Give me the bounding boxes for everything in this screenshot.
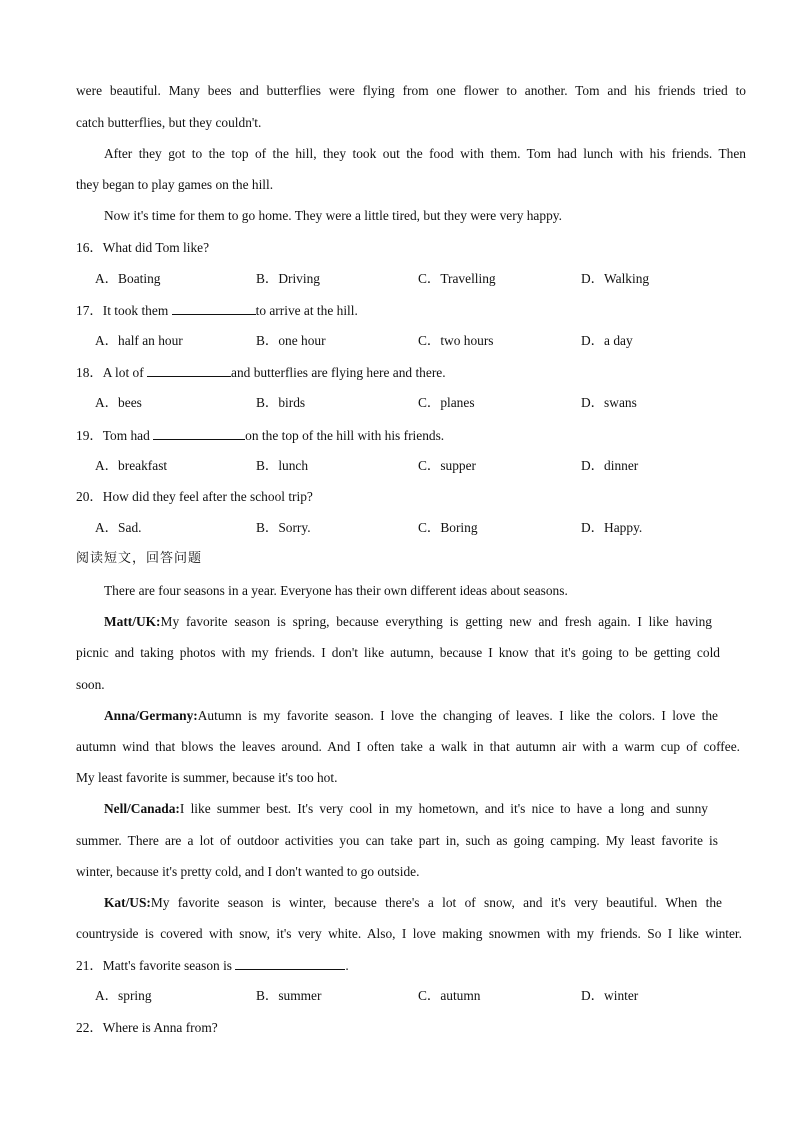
question-number: 21． <box>76 958 103 973</box>
option-b[interactable]: B．birds <box>256 395 306 410</box>
speaker-label: Kat/US: <box>104 895 151 910</box>
option-a[interactable]: A．bees <box>95 395 142 410</box>
passage-text: I like summer best. It's very cool in my hometown, and it's nice to have a long and sunny <box>179 801 708 816</box>
question-number: 17． <box>76 303 103 318</box>
options-16 <box>0 271 794 287</box>
answer-blank[interactable] <box>153 427 245 440</box>
option-a[interactable]: A．Sad. <box>95 520 142 535</box>
question-text: Matt's favorite season is <box>102 958 236 973</box>
question-19 <box>76 427 746 444</box>
option-c[interactable]: C．two hours <box>418 333 494 348</box>
option-c[interactable]: C．Travelling <box>418 271 496 286</box>
anna-line-1 <box>104 708 718 724</box>
nell-line-2: summer. There are a lot of outdoor activities you can take part in, such as going camping. My least favorite is <box>76 833 718 848</box>
answer-blank[interactable] <box>235 957 345 970</box>
option-d[interactable]: D．winter <box>581 988 639 1003</box>
option-d[interactable]: D．swans <box>581 395 637 410</box>
option-b[interactable]: B．Driving <box>256 271 320 286</box>
option-b[interactable]: B．Sorry. <box>256 520 311 535</box>
speaker-label: Matt/UK: <box>104 614 161 629</box>
question-text-after: and butterflies are flying here and there. <box>231 365 446 380</box>
question-text-after: . <box>345 958 349 973</box>
question-number: 18． <box>76 365 103 380</box>
question-text-after: to arrive at the hill. <box>255 303 358 318</box>
kat-line-2: countryside is covered with snow, it's very white. Also, I love making snowmen with my friends. So I like winter. <box>76 926 742 941</box>
matt-line-3: soon. <box>76 677 105 692</box>
question-18 <box>76 364 746 381</box>
matt-line-2: picnic and taking photos with my friends. I don't like autumn, because I know that it's going to be getting cold <box>76 645 720 660</box>
story-line: After they got to the top of the hill, they took out the food with them. Tom had lunch with his friends. Then <box>104 146 746 161</box>
section-title: 阅读短文，回答问题 <box>76 551 203 566</box>
anna-line-3: My least favorite is summer, because it's too hot. <box>76 770 338 785</box>
question-text: How did they feel after the school trip? <box>102 489 313 504</box>
options-18 <box>0 395 794 411</box>
options-19 <box>0 458 794 474</box>
option-c[interactable]: C．supper <box>418 458 477 473</box>
story-line: they began to play games on the hill. <box>76 177 274 192</box>
question-number: 22． <box>76 1020 103 1035</box>
question-text-after: on the top of the hill with his friends. <box>245 428 445 443</box>
option-b[interactable]: B．summer <box>256 988 322 1003</box>
option-d[interactable]: D．Walking <box>581 271 650 286</box>
question-17 <box>76 302 746 319</box>
story-line: Now it's time for them to go home. They were a little tired, but they were very happy. <box>104 208 562 223</box>
matt-line-1 <box>104 614 712 630</box>
option-d[interactable]: D．dinner <box>581 458 639 473</box>
question-16 <box>76 240 746 256</box>
story-line: catch butterflies, but they couldn't. <box>76 115 262 130</box>
nell-line-3: winter, because it's pretty cold, and I don't wanted to go outside. <box>76 864 420 879</box>
option-b[interactable]: B．lunch <box>256 458 309 473</box>
options-17 <box>0 333 794 349</box>
option-d[interactable]: D．a day <box>581 333 633 348</box>
option-c[interactable]: C．planes <box>418 395 475 410</box>
options-21 <box>0 988 794 1004</box>
question-text: What did Tom like? <box>102 240 210 255</box>
question-text: Tom had <box>102 428 154 443</box>
option-a[interactable]: A．half an hour <box>95 333 183 348</box>
passage-text: My favorite season is spring, because everything is getting new and fresh again. I like having <box>160 614 712 629</box>
speaker-label: Nell/Canada: <box>104 801 180 816</box>
question-text: Where is Anna from? <box>102 1020 218 1035</box>
question-number: 16． <box>76 240 103 255</box>
question-number: 20． <box>76 489 103 504</box>
option-c[interactable]: C．Boring <box>418 520 478 535</box>
options-20 <box>0 520 794 536</box>
question-number: 19． <box>76 428 103 443</box>
option-d[interactable]: D．Happy. <box>581 520 643 535</box>
question-21 <box>76 957 746 974</box>
passage-intro: There are four seasons in a year. Everyone has their own different ideas about seasons. <box>104 583 568 598</box>
speaker-label: Anna/Germany: <box>104 708 198 723</box>
question-20 <box>76 489 746 505</box>
story-line: were beautiful. Many bees and butterflies were flying from one flower to another. Tom and his friends tried to <box>76 83 746 98</box>
question-22 <box>76 1020 746 1036</box>
kat-line-1 <box>104 895 722 911</box>
option-b[interactable]: B．one hour <box>256 333 326 348</box>
nell-line-1 <box>104 801 708 817</box>
answer-blank[interactable] <box>172 302 256 315</box>
passage-text: Autumn is my favorite season. I love the changing of leaves. I like the colors. I love the <box>197 708 718 723</box>
question-text: A lot of <box>102 365 148 380</box>
anna-line-2: autumn wind that blows the leaves around. And I often take a walk in that autumn air with a warm cup of coffee. <box>76 739 740 754</box>
option-a[interactable]: A．spring <box>95 988 152 1003</box>
option-c[interactable]: C．autumn <box>418 988 481 1003</box>
answer-blank[interactable] <box>147 364 231 377</box>
option-a[interactable]: A．breakfast <box>95 458 168 473</box>
question-text: It took them <box>102 303 172 318</box>
option-a[interactable]: A．Boating <box>95 271 161 286</box>
passage-text: My favorite season is winter, because there's a lot of snow, and it's very beautiful. When the <box>150 895 722 910</box>
